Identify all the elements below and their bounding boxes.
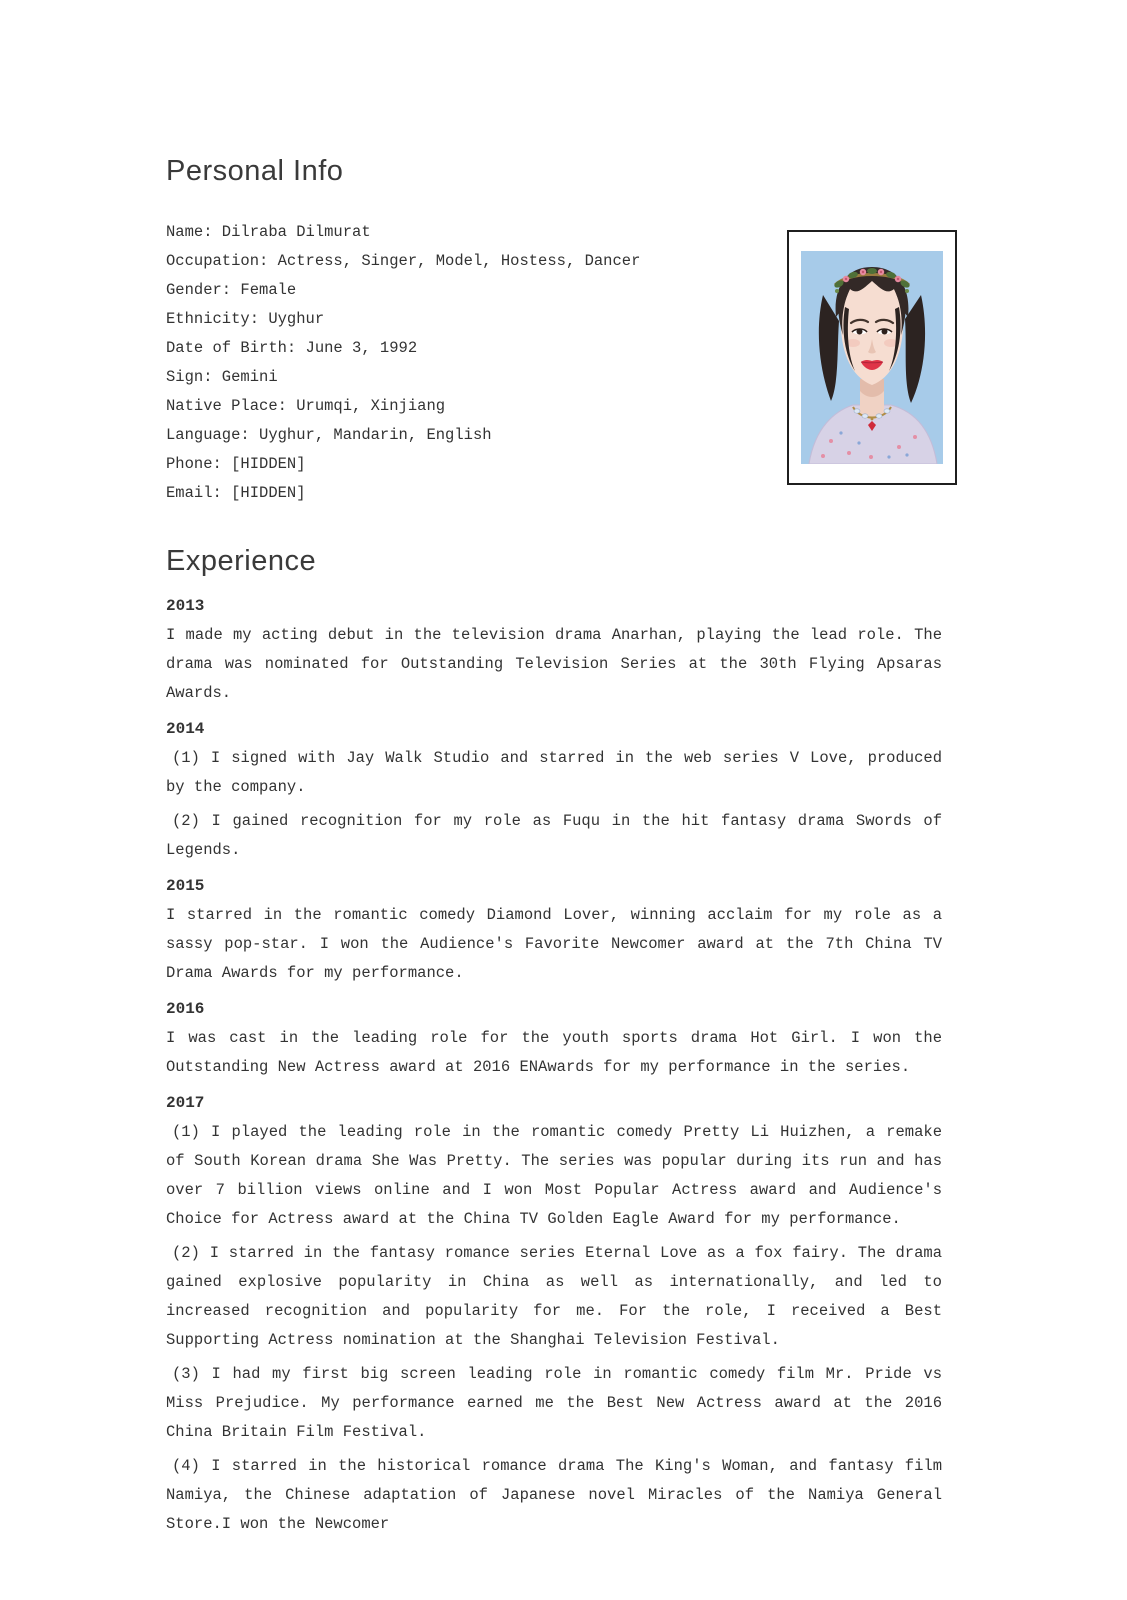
personal-info-title: Personal Info: [166, 155, 344, 187]
experience-paragraph: (1) I signed with Jay Walk Studio and starred in the web series V Love, produced by the company.: [166, 748, 942, 796]
info-line-email: Email: [HIDDEN]: [166, 483, 306, 502]
info-line-ethnicity: Ethnicity: Uyghur: [166, 309, 325, 328]
experience-paragraph: (3) I had my first big screen leading role in romantic comedy film Mr. Pride vs Miss Prejudice. My performance earned me the Best New Actress award at the 2016 China Britain Film Festival.: [166, 1364, 942, 1441]
experience-paragraph: (2) I starred in the fantasy romance series Eternal Love as a fox fairy. The drama gained explosive popularity in China as well as internationally, and led to increased recognition and popularity for me. For the role, I received a Best Supporting Actress nomination at the Shanghai Television Festival.: [166, 1243, 942, 1349]
experience-paragraph: (2) I gained recognition for my role as Fuqu in the hit fantasy drama Swords of Legends.: [166, 811, 942, 859]
info-line-phone: Phone: [HIDDEN]: [166, 454, 306, 473]
info-line-occupation: Occupation: Actress, Singer, Model, Hostess, Dancer: [166, 251, 641, 270]
info-line-gender: Gender: Female: [166, 280, 297, 299]
experience-section: [166, 546, 942, 1539]
experience-entry-2015: [166, 872, 942, 988]
experience-year: 2013: [166, 596, 205, 615]
experience-year: 2016: [166, 999, 205, 1018]
experience-entry-2016: [166, 995, 942, 1082]
experience-paragraph: I made my acting debut in the television drama Anarhan, playing the lead role. The drama was nominated for Outstanding Television Series at the 30th Flying Apsaras Awards.: [166, 625, 942, 702]
experience-year: 2017: [166, 1093, 205, 1112]
info-line-sign: Sign: Gemini: [166, 367, 278, 386]
experience-entry-2014: [166, 715, 942, 865]
experience-year: 2014: [166, 719, 205, 738]
experience-entry-2013: [166, 592, 942, 708]
experience-paragraph: (4) I starred in the historical romance drama The King's Woman, and fantasy film Namiya, the Chinese adaptation of Japanese novel Miracles of the Namiya General Store.I won the Newcomer: [166, 1456, 942, 1533]
experience-paragraph: I was cast in the leading role for the youth sports drama Hot Girl. I won the Outstanding New Actress award at 2016 ENAwards for my performance in the series.: [166, 1028, 942, 1076]
experience-title: Experience: [166, 544, 317, 577]
info-line-native-place: Native Place: Urumqi, Xinjiang: [166, 396, 446, 415]
experience-paragraph: I starred in the romantic comedy Diamond Lover, winning acclaim for my role as a sassy pop-star. I won the Audience's Favorite Newcomer award at the 7th China TV Drama Awards for my performance.: [166, 905, 942, 982]
info-line-date-of-birth: Date of Birth: June 3, 1992: [166, 338, 418, 357]
experience-year: 2015: [166, 876, 205, 895]
experience-entry-2017: [166, 1089, 942, 1539]
portrait-photo: [801, 251, 943, 464]
info-line-language: Language: Uyghur, Mandarin, English: [166, 425, 492, 444]
portrait-photo-frame: [787, 230, 957, 485]
experience-paragraph: (1) I played the leading role in the romantic comedy Pretty Li Huizhen, a remake of South Korean drama She Was Pretty. The series was popular during its run and has over 7 billion views online and I won Most Popular Actress award and Audience's Choice for Actress award at the China TV Golden Eagle Award for my performance.: [166, 1122, 942, 1228]
info-line-name: Name: Dilraba Dilmurat: [166, 222, 371, 241]
